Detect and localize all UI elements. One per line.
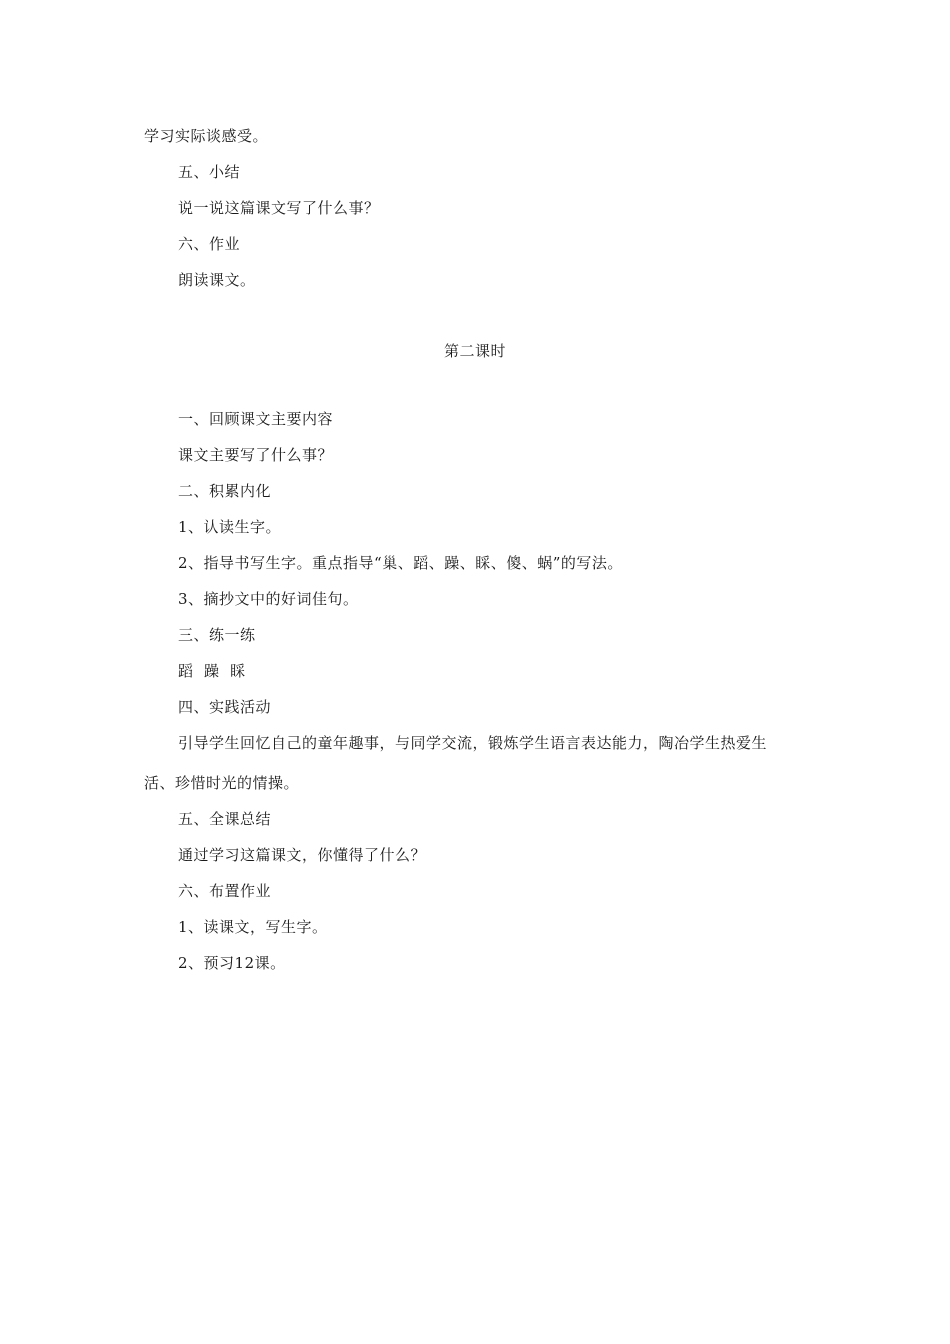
practice-characters: 蹈 躁 睬 <box>178 662 246 680</box>
lesson-title: 第二课时 <box>443 342 506 360</box>
list-item: 1、读课文，写生字。 <box>178 918 328 936</box>
list-item: 3、摘抄文中的好词佳句。 <box>178 590 359 608</box>
list-item: 1、认读生字。 <box>178 518 282 536</box>
list-item: 2、预习12课。 <box>178 954 286 972</box>
section-heading-practice: 三、练一练 <box>178 626 256 644</box>
paragraph-continuation: 活、珍惜时光的情操。 <box>144 774 300 792</box>
section-heading-review: 一、回顾课文主要内容 <box>178 410 334 428</box>
section-heading-activity: 四、实践活动 <box>178 698 272 716</box>
section-heading-conclusion: 五、全课总结 <box>178 810 272 828</box>
section-heading-summary: 五、小结 <box>178 163 241 181</box>
paragraph: 说一说这篇课文写了什么事？ <box>178 199 380 217</box>
paragraph: 引导学生回忆自己的童年趣事，与同学交流，锻炼学生语言表达能力，陶冶学生热爱生 <box>178 734 768 752</box>
list-item: 2、指导书写生字。重点指导“巢、蹈、躁、睬、傻、蜗”的写法。 <box>178 554 623 572</box>
paragraph: 朗读课文。 <box>178 271 256 289</box>
paragraph: 课文主要写了什么事？ <box>178 446 334 464</box>
section-heading-assignment: 六、布置作业 <box>178 882 272 900</box>
section-heading-accumulate: 二、积累内化 <box>178 482 272 500</box>
paragraph-continuation: 学习实际谈感受。 <box>144 127 269 145</box>
paragraph: 通过学习这篇课文，你懂得了什么？ <box>178 846 427 864</box>
section-heading-homework: 六、作业 <box>178 235 241 253</box>
